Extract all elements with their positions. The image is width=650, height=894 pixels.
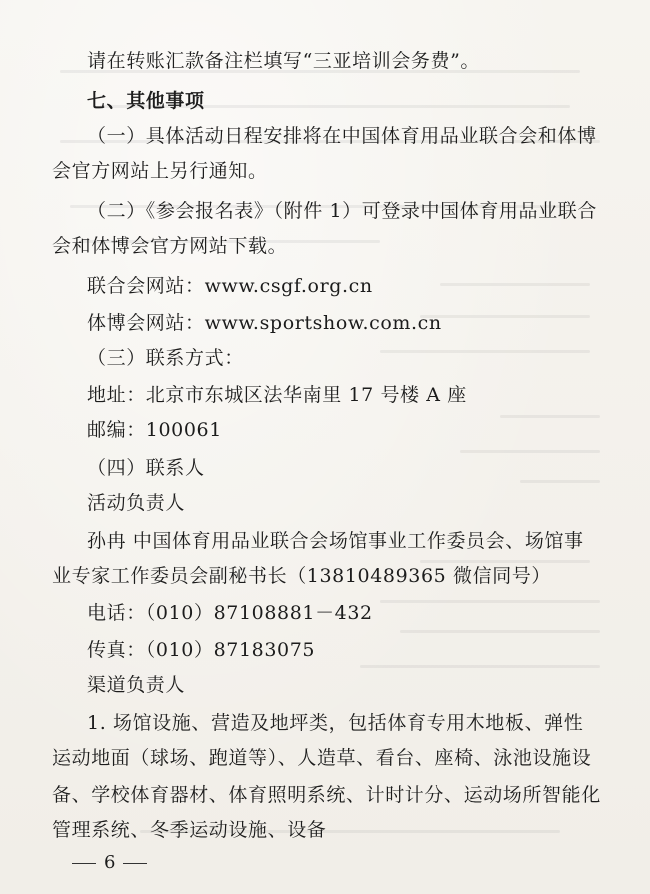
website-line: 体博会网站：www.sportshow.com.cn — [87, 312, 442, 334]
text-line: （一）具体活动日程安排将在中国体育用品业联合会和体博 — [87, 125, 597, 147]
contact-line: 业专家工作委员会副秘书长（13810489365 微信同号） — [52, 565, 552, 587]
text-line: 活动负责人 — [87, 492, 186, 514]
text-line: 备、学校体育器材、体育照明系统、计时计分、运动场所智能化 — [52, 784, 601, 806]
fax-line: 传真：（010）87183075 — [87, 639, 316, 661]
text-line: （二）《参会报名表》（附件 1）可登录中国体育用品业联合 — [87, 200, 597, 222]
dash-left — [72, 863, 96, 864]
text-line: （四）联系人 — [87, 457, 205, 479]
page-footer — [64, 851, 155, 875]
text-line: （三）联系方式： — [87, 347, 244, 369]
website-line: 联合会网站：www.csgf.org.cn — [87, 275, 373, 297]
text-line: 管理系统、冬季运动设施、设备 — [52, 819, 327, 841]
text-line: 渠道负责人 — [87, 674, 186, 696]
text-line: 请在转账汇款备注栏填写“三亚培训会务费”。 — [87, 50, 481, 72]
contact-line: 孙冉 中国体育用品业联合会场馆事业工作委员会、场馆事 — [87, 530, 584, 552]
section-heading: 七、其他事项 — [87, 90, 205, 112]
postcode-line: 邮编：100061 — [87, 419, 222, 441]
phone-line: 电话：（010）87108881－432 — [87, 602, 373, 624]
page-number: 6 — [104, 852, 116, 873]
address-line: 地址：北京市东城区法华南里 17 号楼 A 座 — [87, 384, 467, 406]
text-line: 会和体博会官方网站下载。 — [52, 235, 288, 257]
text-line: 1. 场馆设施、营造及地坪类，包括体育专用木地板、弹性 — [87, 712, 584, 734]
text-line: 会官方网站上另行通知。 — [52, 160, 268, 182]
dash-right — [123, 863, 147, 864]
text-line: 运动地面（球场、跑道等）、人造草、看台、座椅、泳池设施设 — [52, 747, 592, 769]
